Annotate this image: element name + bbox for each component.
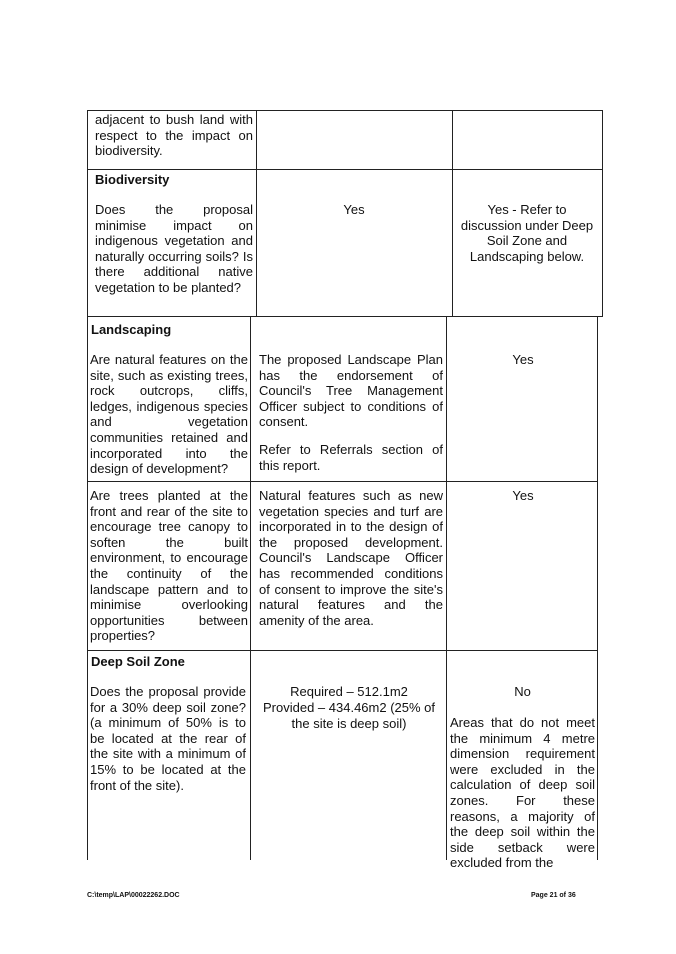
intro-criteria: adjacent to bush land with respect to the impact on biodiversity.	[95, 112, 253, 159]
table-rule-4	[87, 650, 598, 651]
footer-file-path: C:\temp\LAP\00022262.DOC	[87, 892, 180, 899]
biodiversity-compliance: Yes - Refer to discussion under Deep Soil Zone and Landscaping below.	[460, 202, 594, 264]
deep-soil-compliance: No	[514, 684, 531, 699]
landscaping-comment-2: Refer to Referrals section of this report.	[259, 442, 443, 473]
table-rule-top	[87, 110, 603, 111]
table-rule-3	[87, 481, 598, 482]
deep-soil-compliance-note: Areas that do not meet the minimum 4 metre dimension requirement were excluded in the calculation of deep soil zones. For these reasons, a majority of the deep soil within the side setback were excluded from the	[450, 715, 595, 871]
landscaping-comment-1: The proposed Landscape Plan has the endorsement of Council's Tree Management Officer subject to conditions of consent.	[259, 352, 443, 430]
trees-comment: Natural features such as new vegetation species and turf are incorporated in to the design of the proposed development. Council's Landscape Officer has recommended conditions of consent to improve the site's natural features and the amenity of the area.	[259, 488, 443, 628]
table-border-right	[602, 110, 603, 316]
biodiversity-criteria: Does the proposal minimise impact on indigenous vegetation and naturally occurring soils? Is there additional native vegetation to be planted?	[95, 202, 253, 295]
deep-soil-criteria: Does the proposal provide for a 30% deep soil zone? (a minimum of 50% is to be located at the rear of the site with a minimum of 15% to be located at the front of the site).	[90, 684, 246, 793]
biodiversity-heading: Biodiversity	[95, 172, 170, 187]
trees-criteria: Are trees planted at the front and rear of the site to encourage tree canopy to soften the built environment, to encourage the continuity of the landscape pattern and to minimise overlooking opportunities between properties?	[90, 488, 248, 644]
deep-soil-provided: Provided – 434.46m2 (25% of the site is deep soil)	[263, 700, 435, 731]
table-rule-1	[87, 169, 603, 170]
landscaping-heading: Landscaping	[91, 322, 172, 337]
table-rule-2	[87, 316, 603, 317]
table-border-left	[87, 110, 88, 860]
deep-soil-heading: Deep Soil Zone	[91, 654, 185, 669]
table-border-right-b	[597, 316, 598, 860]
table-divider-2b	[446, 316, 447, 860]
landscaping-compliance: Yes	[512, 352, 534, 367]
trees-compliance: Yes	[512, 488, 534, 503]
biodiversity-comment: Yes	[343, 202, 365, 217]
deep-soil-required: Required – 512.1m2	[290, 684, 408, 699]
footer-page-number: Page 21 of 36	[531, 892, 576, 899]
table-divider-1	[256, 110, 257, 316]
table-divider-2	[452, 110, 453, 316]
table-divider-1b	[250, 316, 251, 860]
landscaping-criteria: Are natural features on the site, such as existing trees, rock outcrops, cliffs, ledges, indigenous species and vegetation communities retained and incorporated into the design of development?	[90, 352, 248, 477]
